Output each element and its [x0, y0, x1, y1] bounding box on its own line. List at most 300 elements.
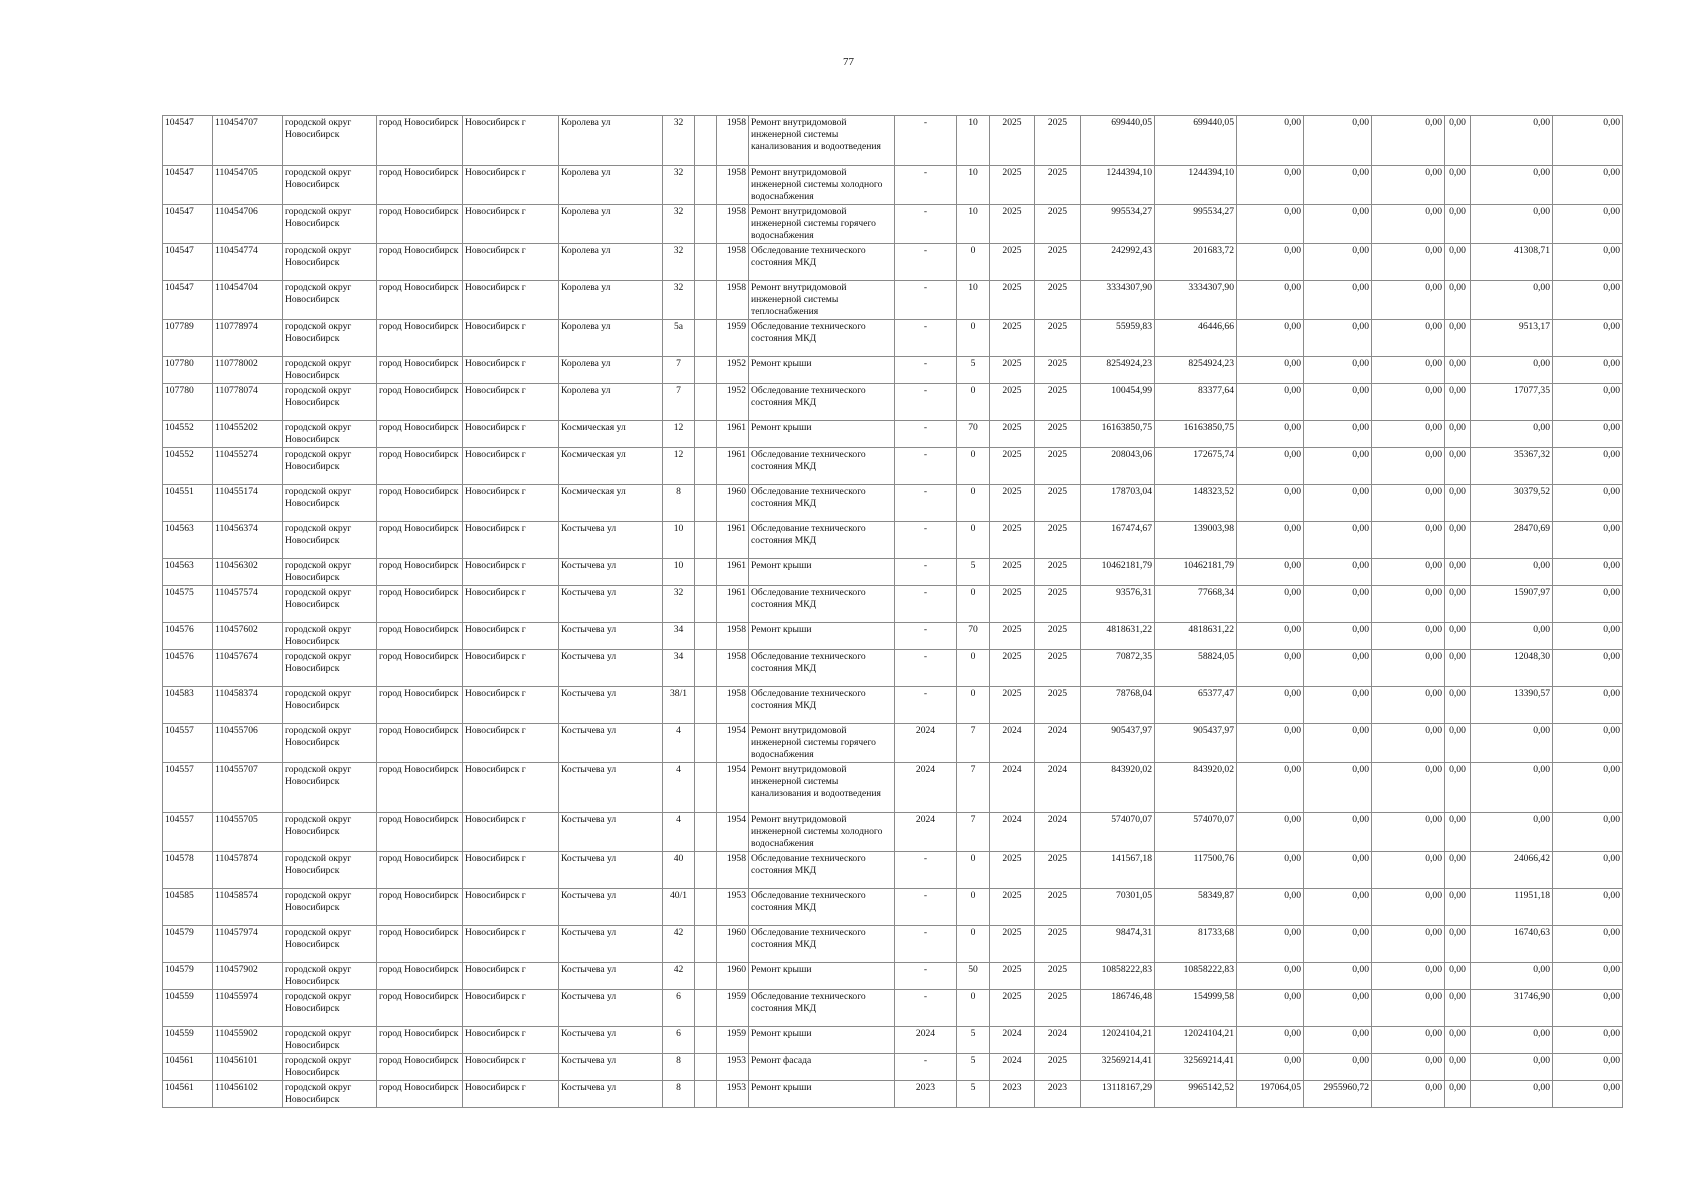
cell-work-id: 110454707 — [213, 116, 283, 166]
cell-wear-percent: 0 — [957, 320, 990, 357]
cell-work-id: 110455705 — [213, 813, 283, 852]
cell-work-id: 110457602 — [213, 623, 283, 650]
cell-street: Костычева ул — [559, 586, 663, 623]
cell-budget-federal: 0,00 — [1237, 889, 1304, 926]
cell-street: Костычева ул — [559, 990, 663, 1027]
cell-street: Костычева ул — [559, 650, 663, 687]
cell-prev-year: - — [895, 852, 957, 889]
cell-year-built: 1958 — [717, 650, 749, 687]
cell-work-id: 110456374 — [213, 522, 283, 559]
cell-work-type: Обследование технического состояния МКД — [749, 448, 895, 485]
cell-work-id: 110457874 — [213, 852, 283, 889]
cell-budget-local: 0,00 — [1372, 116, 1445, 166]
cell-other-funds: 0,00 — [1445, 990, 1471, 1027]
cell-house-id: 104563 — [163, 522, 213, 559]
cell-total-cost: 843920,02 — [1081, 763, 1155, 813]
cell-year-built: 1960 — [717, 963, 749, 990]
cell-work-type: Обследование технического состояния МКД — [749, 687, 895, 724]
cell-municipal-district: городской округ Новосибирск — [283, 559, 377, 586]
cell-plan-end: 2025 — [1035, 586, 1081, 623]
cell-settlement: город Новосибирск — [377, 852, 463, 889]
cell-city: Новосибирск г — [463, 485, 559, 522]
cell-other-funds: 0,00 — [1445, 384, 1471, 421]
cell-house-number: 4 — [663, 763, 695, 813]
cell-house-number: 40/1 — [663, 889, 695, 926]
cell-work-type: Ремонт крыши — [749, 357, 895, 384]
cell-work-id: 110455174 — [213, 485, 283, 522]
cell-settlement: город Новосибирск — [377, 421, 463, 448]
cell-owners-funds: 35367,32 — [1471, 448, 1553, 485]
cell-city: Новосибирск г — [463, 724, 559, 763]
cell-extra-funds: 0,00 — [1553, 421, 1623, 448]
cell-budget-local: 0,00 — [1372, 357, 1445, 384]
cell-work-id: 110455902 — [213, 1027, 283, 1054]
cell-building — [695, 687, 717, 724]
cell-work-id: 110455707 — [213, 763, 283, 813]
cell-municipal-district: городской округ Новосибирск — [283, 421, 377, 448]
cell-plan-end: 2025 — [1035, 448, 1081, 485]
cell-plan-start: 2025 — [990, 963, 1035, 990]
table-row — [163, 166, 1623, 205]
cell-plan-start: 2025 — [990, 926, 1035, 963]
cell-house-number: 32 — [663, 244, 695, 281]
cell-building — [695, 320, 717, 357]
cell-budget-federal: 0,00 — [1237, 586, 1304, 623]
cell-work-type: Обследование технического состояния МКД — [749, 244, 895, 281]
cell-plan-end: 2024 — [1035, 724, 1081, 763]
cell-budget-regional: 0,00 — [1304, 926, 1372, 963]
cell-other-funds: 0,00 — [1445, 724, 1471, 763]
cell-fund-cost: 995534,27 — [1155, 205, 1237, 244]
cell-extra-funds: 0,00 — [1553, 205, 1623, 244]
cell-budget-regional: 0,00 — [1304, 421, 1372, 448]
cell-house-number: 8 — [663, 485, 695, 522]
cell-other-funds: 0,00 — [1445, 813, 1471, 852]
cell-wear-percent: 0 — [957, 852, 990, 889]
cell-budget-federal: 0,00 — [1237, 485, 1304, 522]
cell-work-id: 110778074 — [213, 384, 283, 421]
cell-street: Космическая ул — [559, 485, 663, 522]
cell-house-id: 104559 — [163, 990, 213, 1027]
cell-work-id: 110455202 — [213, 421, 283, 448]
cell-settlement: город Новосибирск — [377, 485, 463, 522]
cell-plan-start: 2025 — [990, 448, 1035, 485]
cell-plan-start: 2024 — [990, 763, 1035, 813]
cell-fund-cost: 1244394,10 — [1155, 166, 1237, 205]
cell-owners-funds: 0,00 — [1471, 1081, 1553, 1108]
cell-prev-year: - — [895, 448, 957, 485]
cell-work-id: 110455974 — [213, 990, 283, 1027]
cell-plan-end: 2025 — [1035, 889, 1081, 926]
cell-extra-funds: 0,00 — [1553, 522, 1623, 559]
cell-municipal-district: городской округ Новосибирск — [283, 724, 377, 763]
cell-work-id: 110455706 — [213, 724, 283, 763]
cell-budget-regional: 0,00 — [1304, 244, 1372, 281]
cell-plan-start: 2025 — [990, 889, 1035, 926]
cell-house-id: 104583 — [163, 687, 213, 724]
cell-prev-year: - — [895, 522, 957, 559]
cell-prev-year: - — [895, 166, 957, 205]
cell-year-built: 1959 — [717, 990, 749, 1027]
cell-other-funds: 0,00 — [1445, 687, 1471, 724]
cell-total-cost: 699440,05 — [1081, 116, 1155, 166]
cell-budget-regional: 0,00 — [1304, 889, 1372, 926]
cell-street: Костычева ул — [559, 926, 663, 963]
cell-plan-start: 2025 — [990, 116, 1035, 166]
cell-plan-start: 2025 — [990, 650, 1035, 687]
cell-budget-local: 0,00 — [1372, 687, 1445, 724]
cell-total-cost: 100454,99 — [1081, 384, 1155, 421]
cell-plan-end: 2025 — [1035, 687, 1081, 724]
cell-budget-local: 0,00 — [1372, 586, 1445, 623]
cell-prev-year: 2024 — [895, 813, 957, 852]
cell-building — [695, 357, 717, 384]
cell-city: Новосибирск г — [463, 421, 559, 448]
cell-other-funds: 0,00 — [1445, 421, 1471, 448]
cell-street: Королева ул — [559, 244, 663, 281]
cell-building — [695, 421, 717, 448]
cell-street: Космическая ул — [559, 448, 663, 485]
table-row — [163, 448, 1623, 485]
cell-extra-funds: 0,00 — [1553, 1054, 1623, 1081]
cell-street: Костычева ул — [559, 687, 663, 724]
cell-total-cost: 8254924,23 — [1081, 357, 1155, 384]
cell-total-cost: 178703,04 — [1081, 485, 1155, 522]
cell-plan-end: 2025 — [1035, 926, 1081, 963]
cell-city: Новосибирск г — [463, 990, 559, 1027]
cell-budget-federal: 0,00 — [1237, 623, 1304, 650]
cell-work-type: Ремонт крыши — [749, 559, 895, 586]
cell-budget-local: 0,00 — [1372, 1027, 1445, 1054]
cell-settlement: город Новосибирск — [377, 813, 463, 852]
cell-budget-local: 0,00 — [1372, 522, 1445, 559]
cell-budget-local: 0,00 — [1372, 384, 1445, 421]
cell-settlement: город Новосибирск — [377, 448, 463, 485]
cell-fund-cost: 154999,58 — [1155, 990, 1237, 1027]
cell-settlement: город Новосибирск — [377, 990, 463, 1027]
cell-street: Костычева ул — [559, 852, 663, 889]
cell-settlement: город Новосибирск — [377, 559, 463, 586]
cell-budget-local: 0,00 — [1372, 559, 1445, 586]
cell-house-number: 32 — [663, 205, 695, 244]
cell-wear-percent: 7 — [957, 763, 990, 813]
cell-extra-funds: 0,00 — [1553, 963, 1623, 990]
cell-street: Королева ул — [559, 384, 663, 421]
cell-budget-federal: 0,00 — [1237, 522, 1304, 559]
cell-building — [695, 116, 717, 166]
cell-budget-local: 0,00 — [1372, 485, 1445, 522]
cell-street: Костычева ул — [559, 724, 663, 763]
cell-owners-funds: 11951,18 — [1471, 889, 1553, 926]
cell-house-number: 6 — [663, 990, 695, 1027]
cell-extra-funds: 0,00 — [1553, 1027, 1623, 1054]
cell-building — [695, 384, 717, 421]
cell-owners-funds: 17077,35 — [1471, 384, 1553, 421]
cell-plan-start: 2025 — [990, 244, 1035, 281]
cell-other-funds: 0,00 — [1445, 889, 1471, 926]
cell-street: Королева ул — [559, 116, 663, 166]
cell-owners-funds: 16740,63 — [1471, 926, 1553, 963]
cell-fund-cost: 139003,98 — [1155, 522, 1237, 559]
cell-house-number: 40 — [663, 852, 695, 889]
cell-building — [695, 763, 717, 813]
cell-street: Костычева ул — [559, 1081, 663, 1108]
cell-house-id: 104559 — [163, 1027, 213, 1054]
cell-extra-funds: 0,00 — [1553, 281, 1623, 320]
cell-year-built: 1961 — [717, 586, 749, 623]
cell-budget-federal: 0,00 — [1237, 244, 1304, 281]
cell-house-number: 42 — [663, 926, 695, 963]
cell-wear-percent: 5 — [957, 1027, 990, 1054]
cell-house-id: 104551 — [163, 485, 213, 522]
cell-budget-regional: 0,00 — [1304, 813, 1372, 852]
cell-prev-year: - — [895, 485, 957, 522]
cell-city: Новосибирск г — [463, 281, 559, 320]
cell-wear-percent: 0 — [957, 244, 990, 281]
cell-municipal-district: городской округ Новосибирск — [283, 623, 377, 650]
cell-wear-percent: 0 — [957, 650, 990, 687]
cell-other-funds: 0,00 — [1445, 166, 1471, 205]
cell-other-funds: 0,00 — [1445, 650, 1471, 687]
cell-settlement: город Новосибирск — [377, 116, 463, 166]
cell-house-id: 104557 — [163, 763, 213, 813]
cell-work-type: Ремонт крыши — [749, 421, 895, 448]
cell-extra-funds: 0,00 — [1553, 813, 1623, 852]
cell-municipal-district: городской округ Новосибирск — [283, 1027, 377, 1054]
cell-year-built: 1959 — [717, 320, 749, 357]
cell-extra-funds: 0,00 — [1553, 763, 1623, 813]
cell-plan-start: 2025 — [990, 623, 1035, 650]
cell-extra-funds: 0,00 — [1553, 116, 1623, 166]
cell-year-built: 1958 — [717, 205, 749, 244]
cell-budget-federal: 0,00 — [1237, 724, 1304, 763]
cell-budget-regional: 0,00 — [1304, 963, 1372, 990]
cell-year-built: 1961 — [717, 559, 749, 586]
cell-year-built: 1954 — [717, 763, 749, 813]
cell-city: Новосибирск г — [463, 320, 559, 357]
cell-work-type: Ремонт крыши — [749, 623, 895, 650]
cell-extra-funds: 0,00 — [1553, 687, 1623, 724]
cell-budget-regional: 0,00 — [1304, 852, 1372, 889]
table-row — [163, 205, 1623, 244]
table-row — [163, 1054, 1623, 1081]
cell-house-number: 6 — [663, 1027, 695, 1054]
cell-work-id: 110456102 — [213, 1081, 283, 1108]
cell-street: Костычева ул — [559, 559, 663, 586]
cell-city: Новосибирск г — [463, 650, 559, 687]
table-row — [163, 852, 1623, 889]
cell-extra-funds: 0,00 — [1553, 244, 1623, 281]
cell-fund-cost: 10858222,83 — [1155, 963, 1237, 990]
cell-plan-start: 2025 — [990, 687, 1035, 724]
cell-work-type: Ремонт внутридомовой инженерной системы горячего водоснабжения — [749, 724, 895, 763]
cell-owners-funds: 0,00 — [1471, 623, 1553, 650]
cell-total-cost: 55959,83 — [1081, 320, 1155, 357]
cell-owners-funds: 0,00 — [1471, 166, 1553, 205]
cell-extra-funds: 0,00 — [1553, 724, 1623, 763]
cell-total-cost: 12024104,21 — [1081, 1027, 1155, 1054]
cell-city: Новосибирск г — [463, 763, 559, 813]
cell-street: Костычева ул — [559, 763, 663, 813]
cell-street: Костычева ул — [559, 522, 663, 559]
cell-building — [695, 650, 717, 687]
cell-plan-start: 2024 — [990, 724, 1035, 763]
cell-owners-funds: 30379,52 — [1471, 485, 1553, 522]
cell-fund-cost: 46446,66 — [1155, 320, 1237, 357]
cell-municipal-district: городской округ Новосибирск — [283, 852, 377, 889]
cell-settlement: город Новосибирск — [377, 724, 463, 763]
cell-settlement: город Новосибирск — [377, 586, 463, 623]
cell-prev-year: - — [895, 687, 957, 724]
cell-building — [695, 990, 717, 1027]
cell-building — [695, 522, 717, 559]
cell-year-built: 1960 — [717, 485, 749, 522]
cell-plan-end: 2025 — [1035, 1054, 1081, 1081]
cell-municipal-district: городской округ Новосибирск — [283, 320, 377, 357]
cell-work-id: 110454774 — [213, 244, 283, 281]
cell-house-id: 104585 — [163, 889, 213, 926]
cell-building — [695, 1054, 717, 1081]
capital-repair-table — [162, 115, 1623, 1108]
cell-municipal-district: городской округ Новосибирск — [283, 889, 377, 926]
cell-plan-start: 2025 — [990, 990, 1035, 1027]
cell-municipal-district: городской округ Новосибирск — [283, 990, 377, 1027]
table-row — [163, 687, 1623, 724]
cell-budget-local: 0,00 — [1372, 166, 1445, 205]
cell-extra-funds: 0,00 — [1553, 650, 1623, 687]
cell-plan-end: 2025 — [1035, 421, 1081, 448]
cell-work-type: Обследование технического состояния МКД — [749, 889, 895, 926]
cell-city: Новосибирск г — [463, 357, 559, 384]
cell-extra-funds: 0,00 — [1553, 166, 1623, 205]
cell-building — [695, 1027, 717, 1054]
cell-house-number: 34 — [663, 650, 695, 687]
cell-year-built: 1958 — [717, 116, 749, 166]
cell-settlement: город Новосибирск — [377, 281, 463, 320]
table-row — [163, 421, 1623, 448]
cell-city: Новосибирск г — [463, 586, 559, 623]
cell-wear-percent: 5 — [957, 559, 990, 586]
cell-prev-year: - — [895, 963, 957, 990]
cell-year-built: 1958 — [717, 623, 749, 650]
cell-municipal-district: городской округ Новосибирск — [283, 522, 377, 559]
cell-owners-funds: 0,00 — [1471, 205, 1553, 244]
cell-work-id: 110457574 — [213, 586, 283, 623]
cell-prev-year: - — [895, 990, 957, 1027]
cell-work-id: 110457974 — [213, 926, 283, 963]
cell-work-type: Ремонт внутридомовой инженерной системы канализования и водоотведения — [749, 763, 895, 813]
cell-house-id: 104552 — [163, 421, 213, 448]
cell-house-number: 32 — [663, 281, 695, 320]
cell-other-funds: 0,00 — [1445, 116, 1471, 166]
cell-extra-funds: 0,00 — [1553, 990, 1623, 1027]
cell-plan-start: 2025 — [990, 357, 1035, 384]
cell-building — [695, 623, 717, 650]
cell-year-built: 1961 — [717, 421, 749, 448]
cell-wear-percent: 5 — [957, 357, 990, 384]
cell-prev-year: - — [895, 586, 957, 623]
cell-total-cost: 98474,31 — [1081, 926, 1155, 963]
cell-wear-percent: 0 — [957, 522, 990, 559]
cell-budget-federal: 0,00 — [1237, 926, 1304, 963]
cell-city: Новосибирск г — [463, 244, 559, 281]
cell-budget-regional: 2955960,72 — [1304, 1081, 1372, 1108]
cell-city: Новосибирск г — [463, 166, 559, 205]
cell-settlement: город Новосибирск — [377, 384, 463, 421]
cell-street: Королева ул — [559, 320, 663, 357]
cell-budget-local: 0,00 — [1372, 650, 1445, 687]
cell-settlement: город Новосибирск — [377, 1027, 463, 1054]
cell-fund-cost: 58824,05 — [1155, 650, 1237, 687]
cell-prev-year: - — [895, 1054, 957, 1081]
cell-year-built: 1958 — [717, 687, 749, 724]
cell-owners-funds: 0,00 — [1471, 763, 1553, 813]
cell-total-cost: 905437,97 — [1081, 724, 1155, 763]
cell-plan-end: 2025 — [1035, 320, 1081, 357]
cell-budget-federal: 0,00 — [1237, 1027, 1304, 1054]
table-row — [163, 990, 1623, 1027]
cell-wear-percent: 10 — [957, 281, 990, 320]
cell-house-id: 107789 — [163, 320, 213, 357]
cell-work-id: 110778002 — [213, 357, 283, 384]
cell-budget-federal: 0,00 — [1237, 320, 1304, 357]
cell-total-cost: 16163850,75 — [1081, 421, 1155, 448]
cell-street: Костычева ул — [559, 813, 663, 852]
cell-work-type: Ремонт крыши — [749, 1081, 895, 1108]
cell-building — [695, 586, 717, 623]
cell-building — [695, 448, 717, 485]
table-row — [163, 926, 1623, 963]
cell-building — [695, 852, 717, 889]
cell-work-type: Обследование технического состояния МКД — [749, 384, 895, 421]
cell-budget-local: 0,00 — [1372, 320, 1445, 357]
cell-house-id: 104547 — [163, 244, 213, 281]
cell-year-built: 1958 — [717, 852, 749, 889]
cell-wear-percent: 10 — [957, 166, 990, 205]
cell-other-funds: 0,00 — [1445, 244, 1471, 281]
cell-house-id: 104579 — [163, 926, 213, 963]
cell-house-number: 32 — [663, 116, 695, 166]
cell-year-built: 1954 — [717, 724, 749, 763]
cell-prev-year: 2024 — [895, 1027, 957, 1054]
cell-house-number: 12 — [663, 421, 695, 448]
cell-plan-end: 2025 — [1035, 205, 1081, 244]
cell-budget-regional: 0,00 — [1304, 116, 1372, 166]
cell-municipal-district: городской округ Новосибирск — [283, 650, 377, 687]
cell-fund-cost: 65377,47 — [1155, 687, 1237, 724]
cell-owners-funds: 0,00 — [1471, 421, 1553, 448]
cell-street: Костычева ул — [559, 963, 663, 990]
cell-budget-regional: 0,00 — [1304, 384, 1372, 421]
table-row — [163, 485, 1623, 522]
cell-budget-federal: 197064,05 — [1237, 1081, 1304, 1108]
cell-budget-federal: 0,00 — [1237, 1054, 1304, 1081]
cell-house-id: 104557 — [163, 813, 213, 852]
cell-city: Новосибирск г — [463, 852, 559, 889]
cell-plan-end: 2025 — [1035, 522, 1081, 559]
cell-work-id: 110456302 — [213, 559, 283, 586]
cell-plan-start: 2025 — [990, 485, 1035, 522]
cell-work-id: 110457902 — [213, 963, 283, 990]
cell-total-cost: 10858222,83 — [1081, 963, 1155, 990]
cell-city: Новосибирск г — [463, 889, 559, 926]
cell-prev-year: 2023 — [895, 1081, 957, 1108]
cell-year-built: 1953 — [717, 1081, 749, 1108]
cell-house-id: 104578 — [163, 852, 213, 889]
cell-budget-regional: 0,00 — [1304, 357, 1372, 384]
cell-prev-year: - — [895, 559, 957, 586]
cell-settlement: город Новосибирск — [377, 166, 463, 205]
